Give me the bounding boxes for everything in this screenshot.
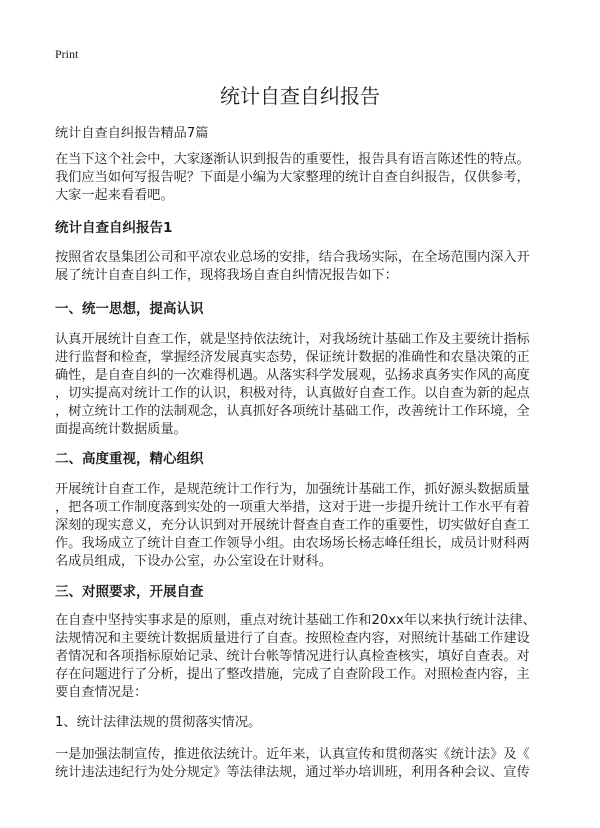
paragraph	[55, 249, 555, 285]
text-line: 统计违法违纪行为处分规定》等法律法规，通过举办培训班，利用各种会议、宣传	[55, 765, 530, 780]
text-line: 在当下这个社会中，大家逐渐认识到报告的重要性，报告具有语言陈述性的特点。	[55, 152, 530, 167]
text-line: 法规情况和主要统计数据质量进行了自查。按照检查内容，对照统计基础工作建设	[55, 631, 530, 646]
text-line: 大家一起来看看吧。	[55, 188, 174, 203]
text-line: ，树立统计工作的法制观念，认真抓好各项统计基础工作，改善统计工作环境，全	[55, 404, 530, 419]
text-line: 面提高统计数据质量。	[55, 422, 187, 437]
text-line: 名成员组成，下设办公室，办公室设在计财科。	[55, 554, 332, 569]
text-line: 存在问题进行了分析，提出了整改措施，完成了自查阶段工作。对照检查内容，主	[55, 667, 530, 682]
text-line: 深刻的现实意义，充分认识到对开展统计督查自查工作的重要性，切实做好自查工	[55, 518, 530, 533]
intro-paragraph	[55, 151, 555, 205]
text-line: 要自查情况是：	[55, 685, 148, 700]
report-heading: 统计自查自纠报告1	[55, 220, 173, 236]
section-heading: 三、对照要求，开展自查	[55, 584, 204, 600]
text-line: 一是加强法制宣传，推进依法统计。近年来，认真宣传和贯彻落实《统计法》及《	[55, 747, 530, 762]
text-line: 认真开展统计自查工作，就是坚持依法统计，对我场统计基础工作及主要统计指标	[55, 332, 530, 347]
paragraph	[55, 612, 555, 702]
subtitle: 统计自查自纠报告精品7篇	[55, 126, 209, 141]
text-line: 进行监督和检查，掌握经济发展真实态势，保证统计数据的准确性和农垦决策的正	[55, 350, 530, 365]
text-line: 在自查中坚持实事求是的原则，重点对统计基础工作和20xx年以来执行统计法律、	[55, 613, 536, 628]
text-line: 展了统计自查自纠工作，现将我场自查自纠情况报告如下：	[55, 268, 398, 283]
page-title: 统计自查自纠报告	[220, 84, 380, 108]
print-link[interactable]: Print	[55, 47, 79, 61]
text-line: 确性，是自查自纠的一次难得机遇。从落实科学发展观，弘扬求真务实作风的高度	[55, 368, 530, 383]
text-line: 者情况和各项指标原始记录、统计台帐等情况进行认真检查核实，填好自查表。对	[55, 649, 530, 664]
text-line: 按照省农垦集团公司和平凉农业总场的安排，结合我场实际，在全场范围内深入开	[55, 250, 530, 265]
text-line: ，把各项工作制度落到实处的一项重大举措，这对于进一步提升统计工作水平有着	[55, 500, 530, 515]
section-heading: 一、统一思想，提高认识	[55, 301, 204, 317]
section-heading: 二、高度重视，精心组织	[55, 451, 204, 467]
text-line: 开展统计自查工作，是规范统计工作行为，加强统计基础工作，抓好源头数据质量	[55, 482, 530, 497]
paragraph	[55, 746, 555, 782]
list-item: 1、统计法律法规的贯彻落实情况。	[55, 715, 262, 730]
paragraph	[55, 331, 555, 439]
text-line: 我们应当如何写报告呢？下面是小编为大家整理的统计自查自纠报告，仅供参考，	[55, 170, 530, 185]
text-line: ，切实提高对统计工作的认识，积极对待，认真做好自查工作。以自查为新的起点	[55, 386, 530, 401]
paragraph	[55, 481, 555, 571]
text-line: 作。我场成立了统计自查工作领导小组。由农场场长杨志峰任组长，成员计财科两	[55, 536, 530, 551]
